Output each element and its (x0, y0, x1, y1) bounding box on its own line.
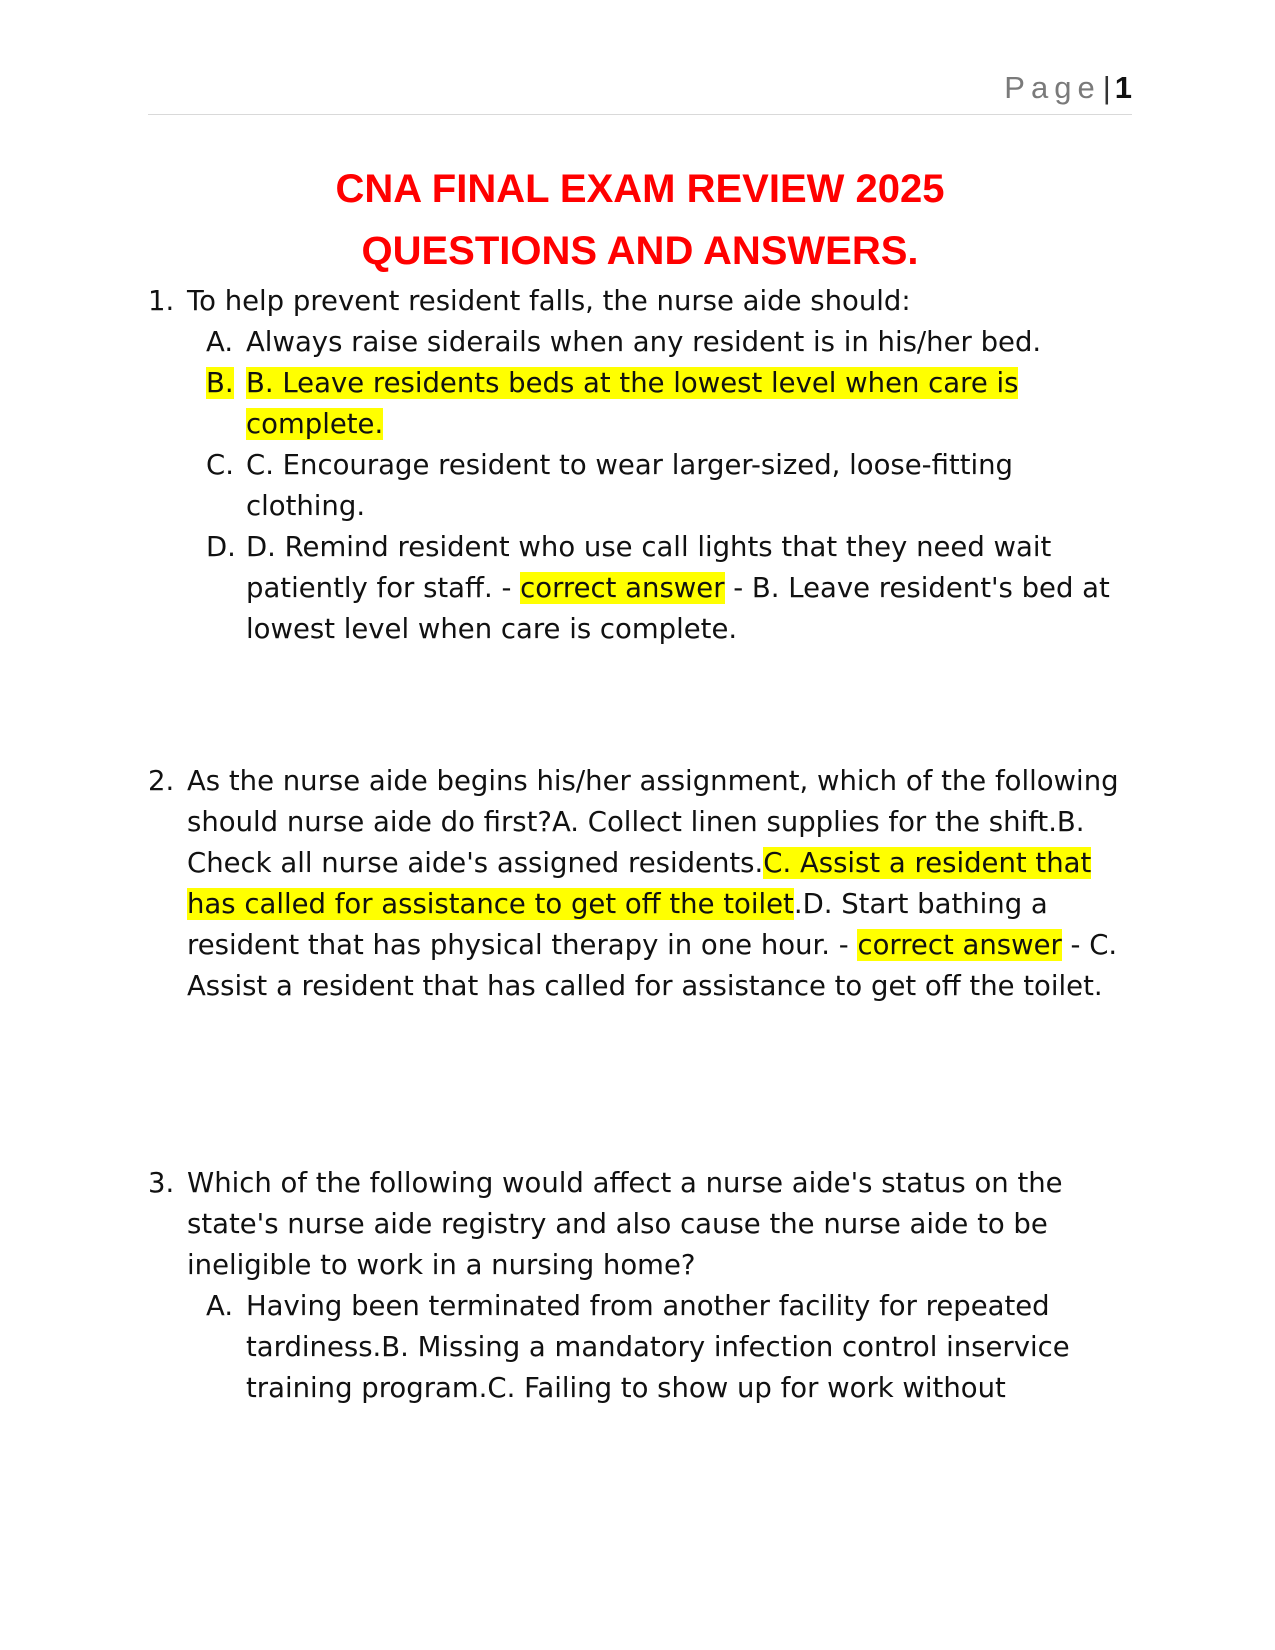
option-label: D. (206, 531, 236, 563)
highlighted-option-text: C. Assist a resident that has called for assistance to get off the toilet (187, 847, 1092, 920)
question-text: As the nurse aide begins his/her assignment, which of the following should nurse aide do first?A. Collect linen supplies for the shift.B. Check all nurse aide's assigned residents. (187, 765, 1119, 879)
answer-text: - C. Assist a resident that has called for assistance to get off the toilet. (187, 929, 1118, 1002)
title-line-2: QUESTIONS AND ANSWERS. (361, 229, 919, 273)
page-separator: | (1102, 70, 1111, 105)
question-1 (148, 281, 1132, 650)
option-label: B. (206, 367, 234, 399)
question-text-continued: .D. Start bathing a resident that has physical therapy in one hour. - (187, 888, 1048, 961)
correct-answer-tag: correct answer (857, 929, 1062, 961)
option-label: A. (206, 1290, 234, 1322)
question-3 (148, 1163, 1132, 1409)
question-number: 1. (148, 285, 175, 317)
document-title (148, 158, 1132, 282)
option-text: C. Encourage resident to wear larger-sized, loose-fitting clothing. (246, 449, 1014, 522)
title-line-1: CNA FINAL EXAM REVIEW 2025 (335, 167, 945, 211)
option-b (206, 363, 1132, 445)
option-a (206, 322, 1132, 363)
option-text: Always raise siderails when any resident is in his/her bed. (246, 326, 1042, 358)
option-label: C. (206, 449, 234, 481)
option-c (206, 445, 1132, 527)
answer-text: - B. Leave resident's bed at lowest level when care is complete. (246, 572, 1110, 645)
question-text: Which of the following would affect a nurse aide's status on the state's nurse aide registry and also cause the nurse aide to be ineligible to work in a nursing home? (187, 1167, 1063, 1281)
option-a (206, 1286, 1132, 1409)
page-header (148, 70, 1132, 115)
option-d (206, 527, 1132, 650)
option-text: Having been terminated from another facility for repeated tardiness.B. Missing a mandatory infection control inservice training program.C. Failing to show up for work without (246, 1290, 1070, 1404)
option-label: A. (206, 326, 234, 358)
question-2 (148, 761, 1132, 1007)
page-label: Page (1004, 70, 1101, 105)
option-text: D. Remind resident who use call lights that they need wait patiently for staff. - (246, 531, 1052, 604)
question-number: 2. (148, 765, 175, 797)
page-number: 1 (1114, 70, 1132, 105)
question-number: 3. (148, 1167, 175, 1199)
highlighted-option-text: B. Leave residents beds at the lowest level when care is complete. (246, 367, 1019, 440)
question-text: To help prevent resident falls, the nurse aide should: (187, 285, 911, 317)
correct-answer-tag: correct answer (520, 572, 725, 604)
